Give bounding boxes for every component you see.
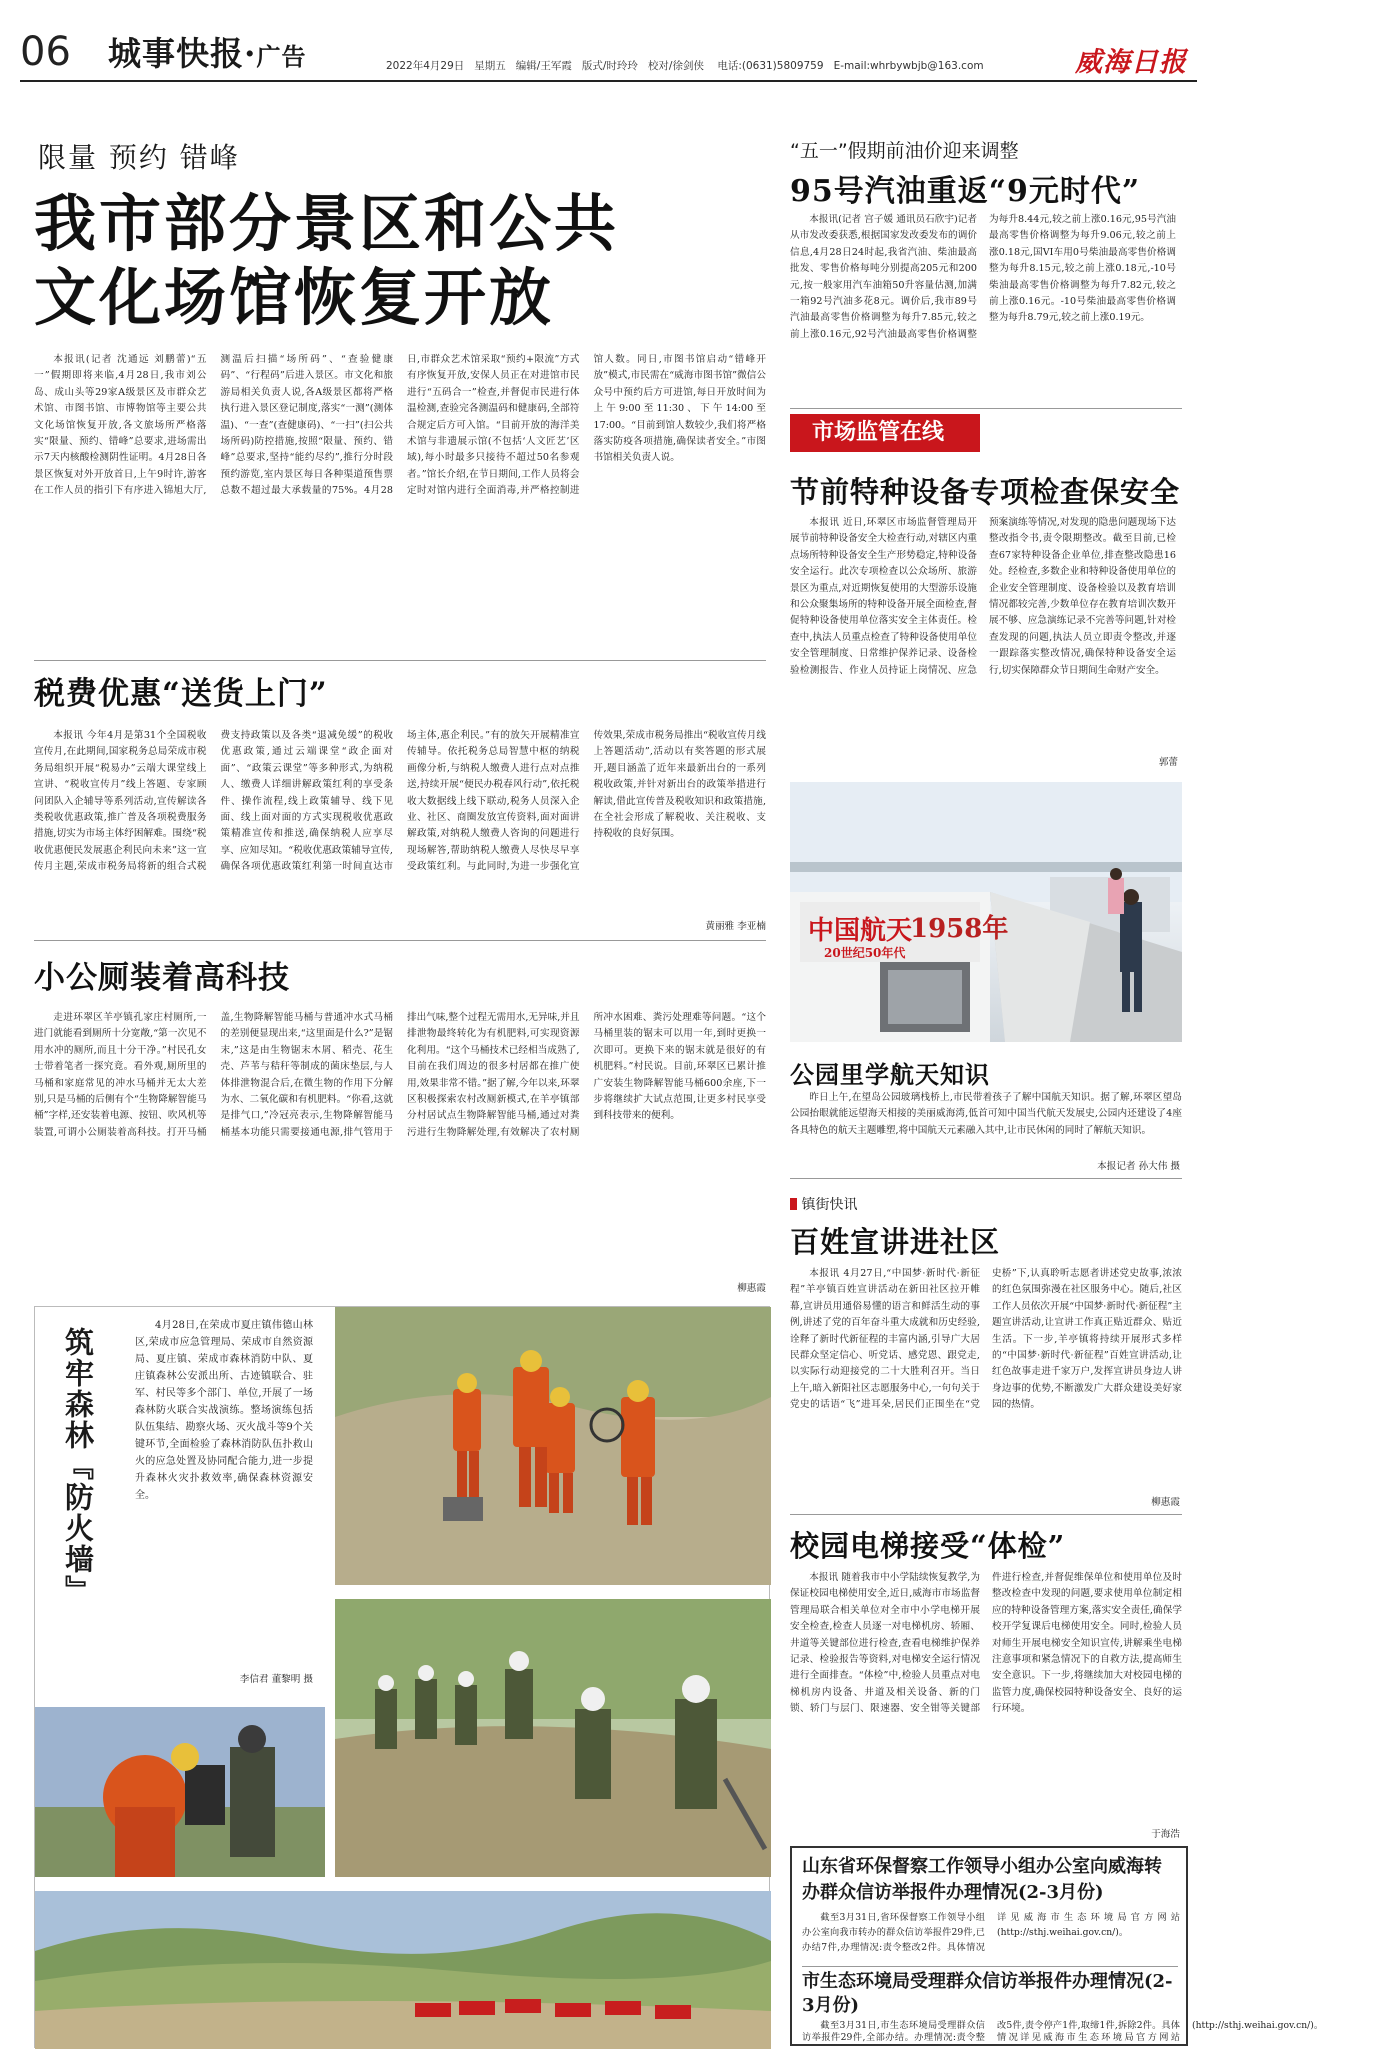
market-article-body [790,515,1176,753]
forest-credit: 李信君 董黎明 摄 [239,1674,313,1685]
aerospace-credit: 本报记者 孙大伟 摄 [1097,1161,1180,1172]
fuel-kicker: “五一”假期前油价迎来调整 [790,140,1019,162]
issue-date: 2022年4月29日 [386,60,465,72]
page-number: 06 [20,29,71,75]
aerospace-sign-2: 1958年 [910,914,1009,944]
market-article-text: 本报讯 近日,环翠区市场监督管理局开展节前特种设备安全大检查行动,对辖区内重点场所特种设备安全生产形势稳定,特种设备安全运行。此次专项检查以公众场所、旅游景区为重点,对近期恢复使用的大型游乐设施和公众聚集场所的特种设备开展全面检查,督促特种设备使用单位落实安全主体责任。检查中,执法人员重点检查了特种设备使用单位安全管理制度、日常维护保养记录、设备检验检测报告、作业人员持证上岗情况、应急预案演练等情况,对发现的隐患问题现场下达整改指令书,责令限期整改。截至目前,已检查67家特种设备企业单位,排查整改隐患16处。经检查,多数企业和特种设备使用单位的企业安全管理制度、设备检验以及教育培训情况都较完善,少数单位存在教育培训次数开展不够、应急演练记录不完善等问题,针对检查发现的问题,执法人员立即责令整改,并逐一跟踪落实整改情况,确保特种设备安全运行,切实保障群众节日期间生命财产安全。 [790,517,1176,676]
editor: 编辑/王军霞 [515,60,572,72]
notice1-title: 山东省环保督察工作领导小组办公室向威海转办群众信访举报件办理情况(2-3月份) [802,1856,1162,1903]
tax-divider [34,660,766,661]
town-article-body [790,1266,1182,1494]
aerospace-divider [790,1178,1182,1179]
forest-photo-fireman-backpack-art [35,1707,325,1877]
forest-photo-landscape [35,1891,771,2049]
forest-photo-firefighters [335,1307,771,1585]
toilet-author: 柳惠霞 [737,1283,766,1294]
section-sub: 广告 [256,42,307,71]
newspaper-logo: 威海日报 [1075,47,1187,78]
town-tag-mark [790,1198,797,1210]
notice2-body [802,2020,1324,2044]
notices-box [790,1846,1324,2046]
scenic-headline-line2: 文化场馆恢复开放 [34,261,555,334]
tax-headline: 税费优惠“送货上门” [34,676,328,712]
town-headline: 百姓宣讲进社区 [790,1225,1001,1259]
scenic-kicker: 限量 预约 错峰 [38,141,240,174]
section-dot: · [244,34,257,73]
forest-photo-soldiers-art [335,1599,771,1877]
section-name: 城事快报 [108,34,244,73]
proof: 校对/徐剑侠 [647,60,704,72]
toilet-headline: 小公厕装着高科技 [34,960,290,996]
aerospace-article-text: 昨日上午,在望岛公园玻璃栈桥上,市民带着孩子了解中国航天知识。据了解,环翠区望岛公园抬眼就能远望海天相接的美丽威海湾,低首可知中国当代航天发展史,公园内还建设了4座各具特色的航天主题雕塑,将中国航天元素融入其中,让市民休闲的同时了解航天知识。 [790,1092,1182,1136]
market-author: 郭蕾 [1158,757,1178,768]
aerospace-headline: 公园里学航天知识 [790,1060,990,1089]
aerospace-photo [790,782,1182,1042]
town-tag [790,1194,857,1214]
tax-article-text: 本报讯 今年4月是第31个全国税收宣传月,在此期间,国家税务总局荣成市税务局组织开展“税易办”云端大课堂线上宣讲、“税收宣传月”线上答题、专家顾问团队入企辅导等系列活动,宣传解读各类税收优惠政策,推广普及各项税费服务措施,切实为市场主体纾困解难。围绕“税收优惠便民发展惠企利民向未来”这一宣传月主题,荣成市税务局将新的组合式税费支持政策以及各类“退减免缓”的税收优惠政策,通过云端课堂“政企面对面”、“政策云课堂”等多种形式,为纳税人、缴费人详细讲解政策红利的享受条件、操作流程,线上政策辅导、线下见面、线上面对面的方式实现税收优惠政策精准宣传和推送,确保纳税人应享尽享、应知尽知。“税收优惠政策辅导宣传,确保各项优惠政策红利第一时间直达市场主体,惠企利民。”有的放矢开展精准宣传辅导。依托税务总局智慧中枢的纳税画像分析,与纳税人缴费人进行点对点推送,持续开展“便民办税春风行动”,依托税收大数据线上线下联动,税务人员深入企业、社区、商圈发放宣传资料,面对面讲解政策,对纳税人缴费人咨询的问题进行现场解答,帮助纳税人缴费人尽快尽早享受政策红利。与此同时,为进一步强化宣传效果,荣成市税务局推出“税收宣传月线上答题活动”,活动以有奖答题的形式展开,题目涵盖了近年来最新出台的一系列税收政策,并针对新出台的政策举措进行解读,借此宣传普及税收知识和政策措施,在全社会形成了解税收、关注税收、支持税收的良好氛围。 [34,730,766,873]
town-author: 柳惠霞 [1151,1497,1180,1508]
toilet-article-body [34,1010,766,1278]
elevator-headline: 校园电梯接受“体检” [790,1529,1066,1563]
scenic-article-body [34,352,766,657]
notice2-title: 市生态环境局受理群众信访举报件办理情况(2-3月份) [802,1971,1173,2016]
town-article-text: 本报讯 4月27日,“中国梦·新时代·新征程”羊亭镇百姓宣讲活动在新田社区拉开帷幕,宣讲员用通俗易懂的语言和鲜活生动的事例,讲述了党的百年奋斗重大成就和历史经验,诠释了新时代新征程的丰富内涵,引导广大居民群众坚定信心、听党话、感党恩、跟党走,以实际行动迎接党的二十大胜利召开。当日上午,暗入新阳社区志愿服务中心,一句句关于党史的话语“飞”进耳朵,居民们正围坐在“党史桥”下,认真聆听志愿者讲述党史故事,浓浓的红色氛围弥漫在社区服务中心。随后,社区工作人员依次开展“中国梦·新时代·新征程”主题宣讲活动,让宣讲工作真正贴近群众、贴近生活。下一步,羊亭镇将持续开展形式多样的“中国梦·新时代·新征程”百姓宣讲活动,让红色故事走进千家万户,发挥宣讲员身边人讲身边事的优势,不断激发广大群众建设美好家园的热情。 [790,1268,1182,1411]
section-title [108,36,307,75]
forest-photo-firefighters-art [335,1307,771,1585]
designer: 版式/时玲玲 [581,60,638,72]
forest-feature [34,1306,770,2048]
forest-article-text: 4月28日,在荣成市夏庄镇伟德山林区,荣成市应急管理局、荣成市自然资源局、夏庄镇、荣成市森林消防中队、夏庄镇森林公安派出所、古迹镇联合、驻军、村民等多个部门、单位,开展了一场森林防火联合实战演练。整场演练包括队伍集结、勘察火场、灭火战斗等9个关键环节,全面检验了森林消防队伍扑救山火的应急处置及协同配合能力,进一步提升森林火灾扑救效率,确保森林资源安全。 [135,1320,313,1501]
notice2-text: 截至3月31日,市生态环境局受理群众信访举报件29件,全部办结。办理情况:责令整改5件,责令停产1件,取缔1件,拆除2件。具体情况详见威海市生态环境局官方网站(http://sthj.weihai.gov.cn/)。 [802,2020,1324,2043]
forest-photo-fireman-backpack [35,1707,325,1877]
fuel-headline: 95号汽油重返“9元时代” [790,174,1141,209]
issue-weekday: 星期五 [474,60,506,72]
email: E-mail:whrbywbjb@163.com [833,60,984,72]
aerospace-sign-3: 20世纪50年代 [824,946,906,960]
elevator-article-body [790,1570,1182,1826]
forest-headline: 筑牢森林『防火墙』 [61,1327,95,1606]
fuel-article-body [790,212,1176,406]
notice1-body [802,1910,1180,1966]
toilet-divider [34,940,766,941]
fuel-article-text: 本报讯(记者 宫子媛 通讯员石欣宇)记者从市发改委获悉,根据国家发改委发布的调价信息,4月28日24时起,我省汽油、柴油最高批发、零售价格每吨分别提高205元和200元,按一般家用汽车油箱50升容量估测,加满一箱92号汽油多花8元。调价后,我市89号汽油最高零售价格调整为每升7.85元,较之前上涨0.16元,92号汽油最高零售价格调整为每升8.44元,较之前上涨0.16元,95号汽油最高零售价格调整为每升9.06元,较之前上涨0.18元,国VI车用0号柴油最高零售价格调整为每升8.15元,较之前上涨0.18元,-10号柴油最高零售价格调整为每升7.82元,较之前上涨0.16元。-10号柴油最高零售价格调整为每升8.79元,较之前上涨0.19元。 [790,214,1176,340]
header-meta [386,58,984,73]
forest-photo-soldiers [335,1599,771,1877]
header-rule [20,80,1197,82]
tax-article-body [34,728,766,933]
town-tag-label: 镇街快讯 [801,1197,858,1213]
toilet-article-text: 走进环翠区羊亭镇孔家庄村厕所,一进门就能看到厕所十分宽敞,“第一次见不用水冲的厕所,而且十分干净。”村民孔女士带着笔者一探究竟。看外观,厕所里的马桶和家庭常见的冲水马桶并无太大差别,只是马桶的后侧有个“生物降解智能马桶”字样,还安装着电源、按钮、吹风机等装置,可谓小公厕装着高科技。打开马桶盖,生物降解智能马桶与普通冲水式马桶的差别便显现出来,“这里面是什么?”是锯末,”这是由生物锯末木屑、稻壳、花生壳、芦苇与秸秆等制成的菌床垫层,与人体排泄物混合后,在微生物的作用下分解为水、二氧化碳和有机肥料。“你看,这就是排气口,”冷冠亮表示,生物降解智能马桶基本功能只需要接通电源,排气管用于排出气味,整个过程无需用水,无异味,并且排泄物最终转化为有机肥料,可实现资源化利用。“这个马桶技术已经相当成熟了,目前在我们周边的很多村居都在推广使用,效果非常不错。”据了解,今年以来,环翠区积极探索农村改厕新模式,在羊亭镇部分村居试点生物降解智能马桶,通过对粪污进行生物降解处理,有效解决了农村厕所冲水困难、粪污处理难等问题。“这个马桶里装的锯末可以用一年,到时更换一次即可。更换下来的锯末就是很好的有机肥料。”村民说。目前,环翠区已累计推广安装生物降解智能马桶600余座,下一步将继续扩大试点范围,让更多村民享受到科技带来的便利。 [34,1012,766,1138]
tax-author: 黄丽雅 李亚楠 [600,918,766,932]
fuel-divider [790,408,1182,409]
phone: 电话:(0631)5809759 [717,60,824,72]
market-tag-label: 市场监管在线 [812,420,945,445]
elevator-article-text: 本报讯 随着我市中小学陆续恢复教学,为保证校园电梯使用安全,近日,威海市市场监督管理局联合相关单位对全市中小学电梯开展安全检查,检查人员逐一对电梯机房、轿厢、井道等关键部位进行检查,查看电梯维护保养记录、检验报告等资料,对电梯安全运行情况进行全面排查。“体检”中,检验人员重点对电梯机房内设备、井道及相关设备、新的门锁、轿门与层门、限速器、安全钳等关键部件进行检查,并督促维保单位和使用单位及时整改检查中发现的问题,要求使用单位制定相应的特种设备管理方案,落实安全责任,确保学校开学复课后电梯使用安全。同时,检验人员对师生开展电梯安全知识宣传,讲解乘坐电梯注意事项和紧急情况下的自救方法,提高师生安全意识。下一步,将继续加大对校园电梯的监管力度,确保校园特种设备安全、良好的运行环境。 [790,1572,1182,1715]
notice1-text: 截至3月31日,省环保督察工作领导小组办公室向我市转办的群众信访举报件29件,已办结7件,办理情况:责令整改2件。具体情况详见威海市生态环境局官方网站(http://sthj.weihai.gov.cn/)。 [802,1912,1180,1953]
scenic-headline-line1: 我市部分景区和公共 [34,187,620,260]
market-headline: 节前特种设备专项检查保安全 [790,475,1181,509]
aerospace-article-body [790,1090,1182,1156]
aerospace-sign-1: 中国航天 [808,916,913,946]
forest-photo-landscape-art [35,1891,771,2049]
notice-divider [802,1966,1178,1967]
forest-article-body [135,1317,313,1667]
scenic-article-text: 本报讯(记者 沈通远 刘鹏蕾)“五一”假期即将来临,4月28日,我市刘公岛、成山头等29家A级景区及市群众艺术馆、市图书馆、市博物馆等主要公共文化场馆恢复开放,各文旅场所严格落实“限量、预约、错峰”总要求,进场需出示7天内核酸检测阴性证明。4月28日各景区恢复对外开放首日,上午9时许,游客在工作人员的指引下有序进入锦旭大厅,测温后扫描“场所码”、“查验健康码”、“行程码”后进入景区。市文化和旅游局相关负责人说,各A级景区都将严格执行进入景区登记制度,落实“一测”(测体温)、“一查”(查健康码)、“一扫”(扫公共场所码)防控措施,按照“限量、预约、错峰”总要求,坚持“能约尽约”,推行分时段预约游览,室内景区每日各种渠道预售票总数不超过最大承载量的75%。4月28日,市群众艺术馆采取“预约+限流”方式有序恢复开放,安保人员正在对进馆市民进行“五码合一”检查,并督促市民进行体温检测,查验完各测温码和健康码,全部符合规定后方可入馆。“目前开放的海洋美术馆与非遗展示馆(不包括‘人文匠艺’区域),每小时最多只接待不超过50名参观者。”馆长介绍,在节日期间,工作人员将会定时对馆内进行全面消毒,并严格控制进馆人数。同日,市图书馆启动“错峰开放”模式,市民需在“威海市图书馆”微信公众号中预约后方可进馆,每日开放时间为上午9:00至11:30、下午14:00至17:00。“目前到馆人数较少,我们将严格落实防疫各项措施,确保读者安全。”市图书馆相关负责人说。 [34,354,766,497]
market-tag [790,414,980,452]
elevator-author: 于海浩 [1151,1829,1180,1840]
town-divider [790,1514,1182,1515]
